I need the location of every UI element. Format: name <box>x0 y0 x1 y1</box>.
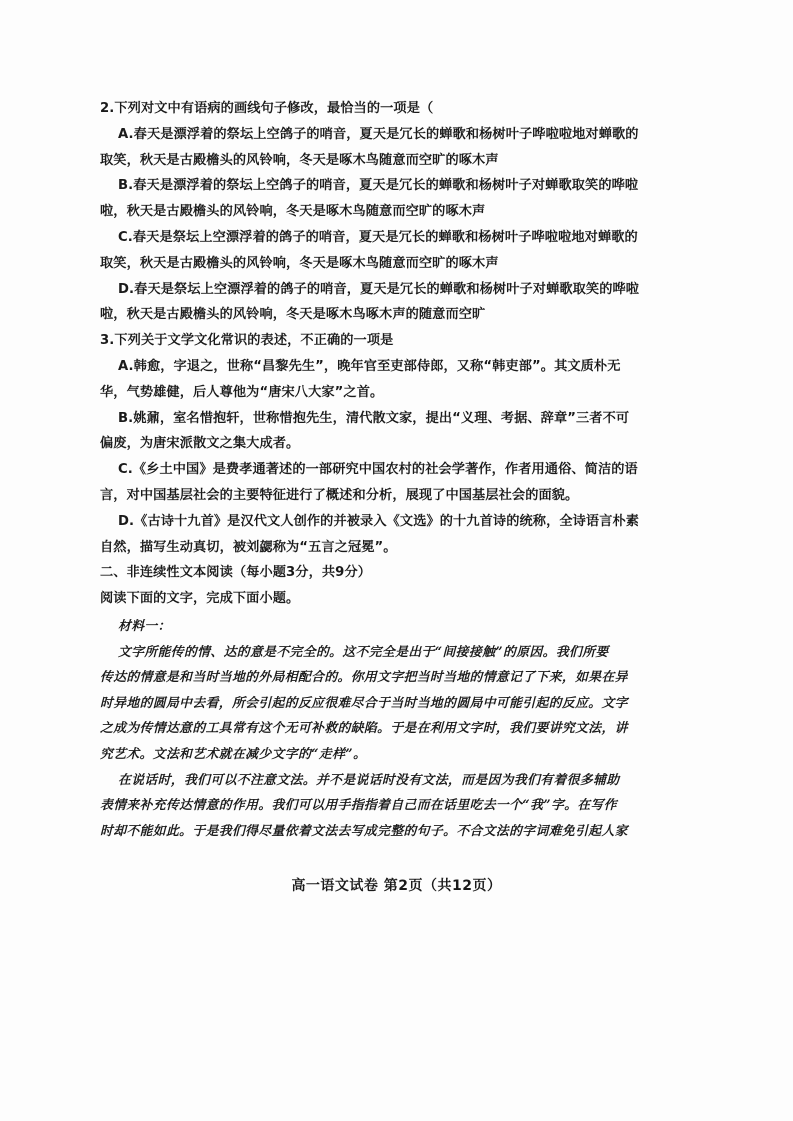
q3-option-c-line2: 言，对中国基层社会的主要特征进行了概述和分析，展现了中国基层社会的面貌。 <box>100 487 579 503</box>
q2-option-a-line2: 取笑，秋天是古殿檐头的风铃响，冬天是啄木鸟随意而空旷的啄木声 <box>100 152 499 168</box>
section-2-instruction: 阅读下面的文字，完成下面小题。 <box>100 591 300 607</box>
q2-option-c-line2: 取笑，秋天是古殿檐头的风铃响，冬天是啄木鸟随意而空旷的啄木声 <box>100 255 499 271</box>
q3-option-a-line2: 华，气势雄健，后人尊他为“唐宋八大家”之首。 <box>100 384 384 400</box>
q2-option-b-line2: 啦，秋天是古殿檐头的风铃响，冬天是啄木鸟随意而空旷的啄木声 <box>100 204 486 220</box>
q2-option-b-line1: B.春天是漂浮着的祭坛上空鸽子的哨音，夏天是冗长的蝉歌和杨树叶子对蝉歌取笑的哗啦 <box>118 178 639 194</box>
passage-p2-line3: 时却不能如此。于是我们得尽量依着文法去写成完整的句子。不合文法的字词难免引起人家 <box>100 823 628 839</box>
q3-option-c-line1: C.《乡土中国》是费孝通著述的一部研究中国农村的社会学著作，作者用通俗、简洁的语 <box>118 462 638 478</box>
q2-option-a-line1: A.春天是漂浮着的祭坛上空鸽子的哨音，夏天是冗长的蝉歌和杨树叶子哗啦啦地对蝉歌的 <box>118 126 639 142</box>
q2-option-d-line1: D.春天是祭坛上空漂浮着的鸽子的哨音，夏天是冗长的蝉歌和杨树叶子对蝉歌取笑的哗啦 <box>118 281 640 297</box>
passage-p1-line3: 时异地的圆局中去看，所会引起的反应很难尽合于当时当地的圆局中可能引起的反应。文字 <box>100 695 628 711</box>
q2-option-d-line2: 啦，秋天是古殿檐头的风铃响，冬天是啄木鸟啄木声的随意而空旷 <box>100 307 486 323</box>
passage-p1-line1: 文字所能传的情、达的意是不完全的。这不完全是出于“间接接触”的原因。我们所要 <box>118 644 609 660</box>
material-passage <box>100 614 640 844</box>
passage-p1-line5: 究艺术。文法和艺术就在减少文字的“走样”。 <box>100 746 367 762</box>
q2-option-c-line1: C.春天是祭坛上空漂浮着的鸽子的哨音，夏天是冗长的蝉歌和杨树叶子哗啦啦地对蝉歌的 <box>118 229 638 245</box>
q3-option-d-line2: 自然，描写生动真切，被刘勰称为“五言之冠冕”。 <box>100 539 397 555</box>
q3-option-d-line1: D.《古诗十九首》是汉代文人创作的并被录入《文选》的十九首诗的统称，全诗语言朴素 <box>118 513 640 529</box>
passage-p2-line1: 在说话时，我们可以不注意文法。并不是说话时没有文法，而是因为我们有着很多辅助 <box>118 772 620 788</box>
material-label: 材料一： <box>118 618 171 634</box>
section-2-heading: 二、非连续性文本阅读（每小题3分，共9分） <box>100 565 372 581</box>
question-2-stem: 2.下列对文中有语病的画线句子修改，最恰当的一项是（ <box>100 101 434 116</box>
q3-option-b-line1: B.姚鼐，室名惜抱轩，世称惜抱先生，清代散文家，提出“义理、考据、辞章”三者不可 <box>118 410 630 426</box>
question-3-stem: 3.下列关于文学文化常识的表述，不正确的一项是 <box>100 333 394 349</box>
passage-p2-line2: 表情来补充传达情意的作用。我们可以用手指指着自己而在话里吃去一个“我”字。在写作 <box>100 798 618 814</box>
passage-p1-line2: 传达的情意是和当时当地的外局相配合的。你用文字把当时当地的情意记了下来，如果在异 <box>100 670 628 686</box>
passage-p1-line4: 之成为传情达意的工具常有这个无可补救的缺陷。于是在利用文字时，我们要讲究文法，讲 <box>100 721 628 737</box>
page-content <box>100 96 640 844</box>
q3-option-b-line2: 偏废，为唐宋派散文之集大成者。 <box>100 436 300 452</box>
page-footer: 高一语文试卷 第2页（共12页） <box>291 878 502 894</box>
q3-option-a-line1: A.韩愈，字退之，世称“昌黎先生”，晚年官至吏部侍郎，又称“韩吏部”。其文质朴无 <box>118 358 621 374</box>
